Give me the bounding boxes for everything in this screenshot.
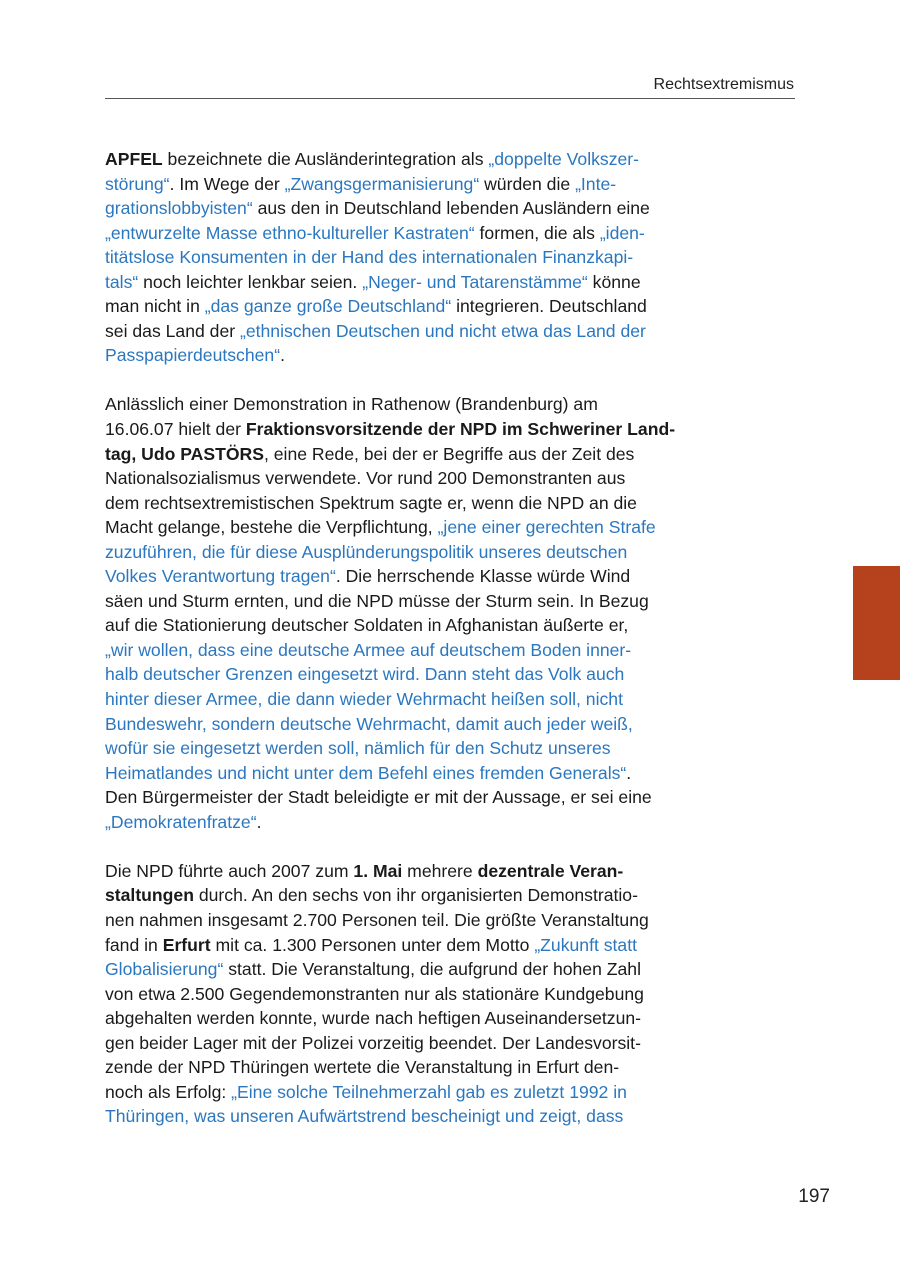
paragraph-apfel: [105, 147, 736, 368]
text-line: titätslose Konsumenten in der Hand des internationalen Finanzkapi-: [105, 247, 634, 268]
text-line: Macht gelange, bestehe die Verpflichtung, „jene einer gerechten Strafe: [105, 517, 656, 538]
text-line: zuzuführen, die für diese Ausplünderungspolitik unseres deutschen: [105, 541, 628, 562]
text-line: staltungen durch. An den sechs von ihr organisierten Demonstratio-: [105, 885, 638, 906]
header-rule: [105, 98, 795, 99]
paragraph-rathenow: [105, 392, 736, 834]
text-line: Passpapierdeutschen“.: [105, 345, 285, 366]
text-line: APFEL bezeichnete die Ausländerintegration als „doppelte Volkszer-: [105, 149, 639, 169]
text-line: Thüringen, was unseren Aufwärtstrend bescheinigt und zeigt, dass: [105, 1106, 624, 1127]
text-line: abgehalten werden konnte, wurde nach heftigen Auseinandersetzun-: [105, 1008, 642, 1029]
running-title: Rechtsextremismus: [653, 76, 794, 93]
text-line: tag, Udo PASTÖRS, eine Rede, bei der er Begriffe aus der Zeit des: [105, 443, 635, 464]
text-line: sei das Land der „ethnischen Deutschen und nicht etwa das Land der: [105, 320, 646, 341]
text-line: störung“. Im Wege der „Zwangsgermanisierung“ würden die „Inte-: [105, 173, 617, 194]
text-line: „Demokratenfratze“.: [105, 811, 262, 832]
text-line: hinter dieser Armee, die dann wieder Wehrmacht heißen soll, nicht: [105, 689, 623, 710]
text-line: Den Bürgermeister der Stadt beleidigte er mit der Aussage, er sei eine: [105, 787, 652, 808]
text-line: Globalisierung“ statt. Die Veranstaltung, die aufgrund der hohen Zahl: [105, 959, 641, 980]
body-text: [105, 147, 736, 1129]
text-line: Nationalsozialismus verwendete. Vor rund 200 Demonstranten aus: [105, 468, 626, 489]
text-line: zende der NPD Thüringen wertete die Veranstaltung in Erfurt den-: [105, 1057, 620, 1078]
paragraph-gap: [105, 368, 736, 393]
text-line: säen und Sturm ernten, und die NPD müsse der Sturm sein. In Bezug: [105, 590, 649, 611]
text-line: nen nahmen insgesamt 2.700 Personen teil. Die größte Veranstaltung: [105, 909, 649, 930]
page-number: 197: [798, 1186, 830, 1207]
text-line: fand in Erfurt mit ca. 1.300 Personen unter dem Motto „Zukunft statt: [105, 934, 637, 955]
text-line: gen beider Lager mit der Polizei vorzeitig beendet. Der Landesvorsit-: [105, 1032, 641, 1053]
text-line: Volkes Verantwortung tragen“. Die herrschende Klasse würde Wind: [105, 566, 631, 587]
text-line: Heimatlandes und nicht unter dem Befehl eines fremden Generals“.: [105, 762, 632, 783]
text-line: Anlässlich einer Demonstration in Rathenow (Brandenburg) am: [105, 394, 598, 415]
text-line: wofür sie eingesetzt werden soll, nämlich für den Schutz unseres: [105, 738, 611, 759]
text-line: auf die Stationierung deutscher Soldaten in Afghanistan äußerte er,: [105, 615, 629, 636]
text-line: grationslobbyisten“ aus den in Deutschland lebenden Ausländern eine: [105, 198, 650, 219]
paragraph-gap: [105, 834, 736, 859]
text-line: halb deutscher Grenzen eingesetzt wird. Dann steht das Volk auch: [105, 664, 625, 685]
text-line: noch als Erfolg: „Eine solche Teilnehmerzahl gab es zuletzt 1992 in: [105, 1081, 627, 1102]
text-line: „wir wollen, dass eine deutsche Armee auf deutschem Boden inner-: [105, 639, 632, 660]
text-line: von etwa 2.500 Gegendemonstranten nur als stationäre Kundgebung: [105, 983, 644, 1004]
text-line: man nicht in „das ganze große Deutschland“ integrieren. Deutschland: [105, 296, 647, 317]
text-line: dem rechtsextremistischen Spektrum sagte er, wenn die NPD an die: [105, 492, 637, 513]
text-line: Bundeswehr, sondern deutsche Wehrmacht, damit auch jeder weiß,: [105, 713, 633, 734]
paragraph-first-of-may: [105, 859, 736, 1129]
chapter-tab-marker: [853, 566, 900, 680]
text-line: tals“ noch leichter lenkbar seien. „Neger- und Tatarenstämme“ könne: [105, 271, 641, 292]
text-line: Die NPD führte auch 2007 zum 1. Mai mehrere dezentrale Veran-: [105, 860, 624, 881]
text-line: 16.06.07 hielt der Fraktionsvorsitzende der NPD im Schweriner Land-: [105, 419, 676, 440]
text-line: „entwurzelte Masse ethno-kultureller Kastraten“ formen, die als „iden-: [105, 222, 645, 243]
